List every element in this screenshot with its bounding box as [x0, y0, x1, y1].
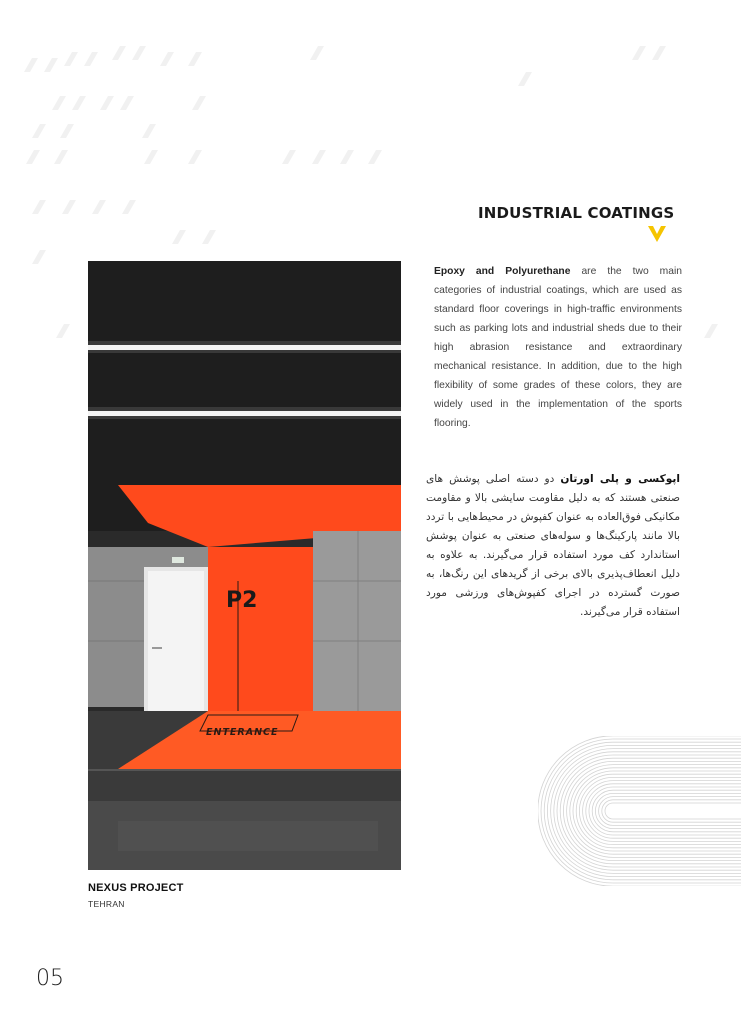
arc-line: [557, 755, 741, 867]
arc-line: [563, 761, 741, 860]
arc-line: [586, 784, 741, 838]
arc-line: [589, 787, 741, 835]
arc-line: [599, 797, 741, 826]
persian-body: دو دسته اصلی پوشش های صنعتی هستند که به دلیل مقاومت سایشی بالا و مقاومت مکانیکی فوق‌العاده به عنوان کفپوش در محیط‌هایی با تردد بالا مانند پارکینگ‌ها و سوله‌های صنعتی به عنوان پوشش استاندارد کف مورد استفاده قرار می‌گیرند. به علاوه به دلیل انعطاف‌پذیری بالای برخی از گریدهای این رنگ‌ها، به صورت گسترده در اجرای کفپوش‌های ورزشی مورد استفاده قرار می‌گیرند.: [426, 473, 680, 618]
arc-line: [554, 752, 741, 870]
arc-line: [579, 777, 741, 844]
project-name: NEXUS PROJECT: [88, 882, 184, 894]
arc-line: [605, 803, 741, 819]
arc-line: [583, 781, 741, 842]
arc-line: [576, 774, 741, 848]
entrance-floor-sign: ENTERANCE: [206, 727, 279, 738]
english-body: are the two main categories of industrial coatings, which are used as standard floor coverings in high-traffic environments such as parking lots and industrial sheds due to their high abrasion resistance and extraordinary mechanical resistance. In addition, due to the high flexibility of some grades of these colors, they are widely used in the implementation of the sports flooring.: [434, 266, 682, 429]
title-block: [478, 204, 678, 222]
project-city: TEHRAN: [88, 899, 125, 909]
project-photo: [88, 261, 401, 870]
concentric-arcs-decoration: [538, 736, 741, 886]
english-bold-lead: Epoxy and Polyurethane: [434, 266, 571, 277]
page-title: INDUSTRIAL COATINGS: [478, 204, 675, 222]
english-description: [434, 262, 682, 433]
arc-line: [595, 793, 741, 828]
persian-bold-lead: اپوکسی و پلی اورتان: [560, 473, 680, 485]
project-caption: [88, 882, 184, 909]
arc-line: [567, 765, 741, 858]
level-label: P2: [226, 588, 258, 613]
entrance-corridor-image: [88, 261, 401, 870]
chevron-down-icon: [648, 226, 666, 242]
page-number: 05: [36, 966, 64, 991]
persian-description: [426, 470, 680, 622]
